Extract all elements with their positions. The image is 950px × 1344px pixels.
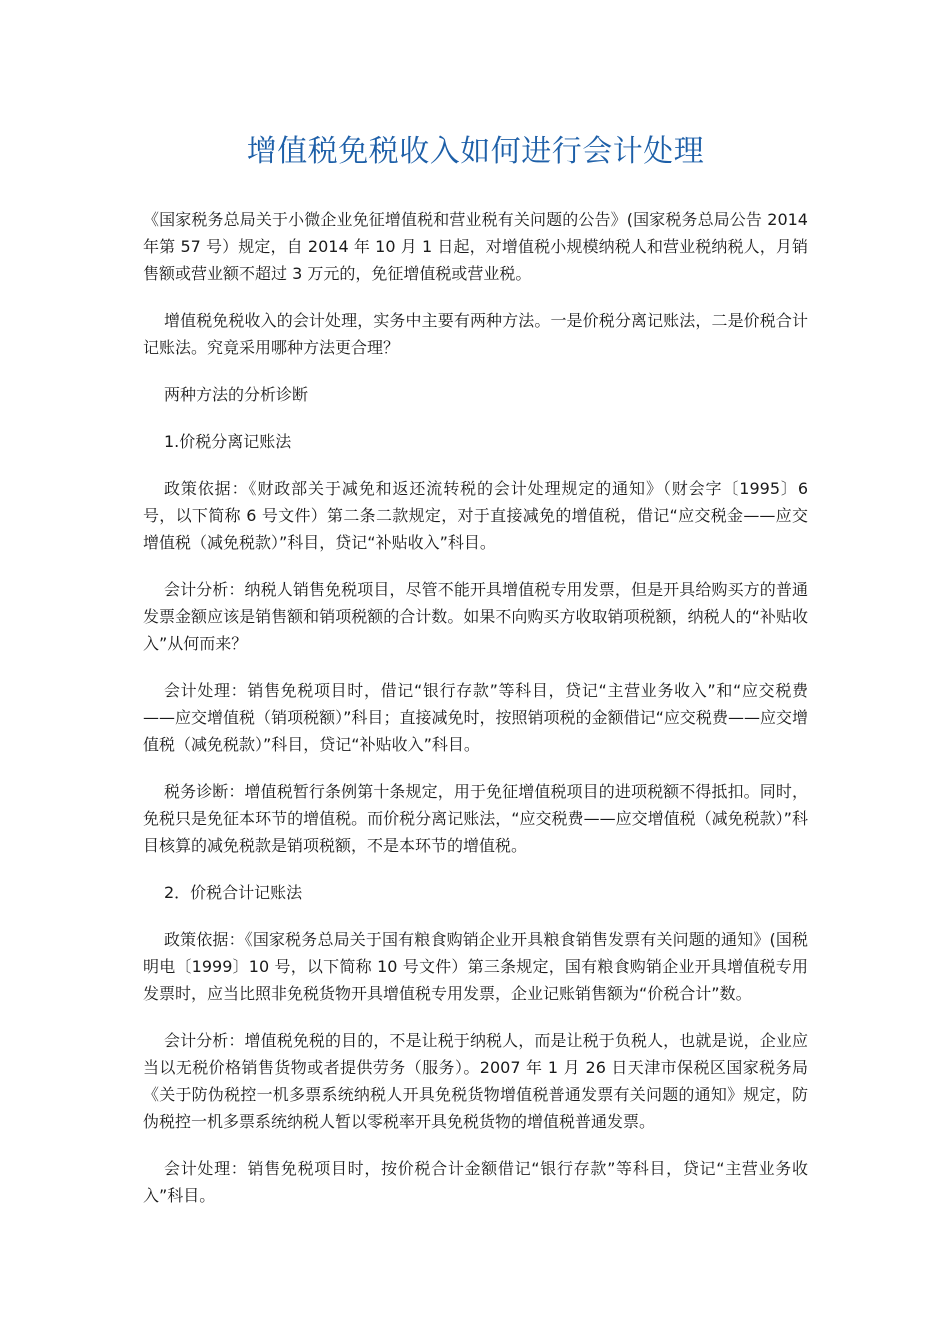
paragraph-accounting-analysis-1: 会计分析：纳税人销售免税项目，尽管不能开具增值税专用发票，但是开具给购买方的普通发票金额应该是销售额和销项税额的合计数。如果不向购买方收取销项税额，纳税人的“补贴收入”从何而来？ xyxy=(143,580,808,653)
subheading-method-1: 1.价税分离记账法 xyxy=(164,432,292,451)
paragraph-policy-basis-2: 政策依据：《国家税务总局关于国有粮食购销企业开具粮食销售发票有关问题的通知》(国税明电〔1999〕10 号，以下简称 10 号文件）第三条规定，国有粮食购销企业开具增值税专用发票时，应当比照非免税货物开具增值税专用发票，企业记账销售额为“价税合计”数。 xyxy=(143,930,808,1003)
subheading-method-2: 2．价税合计记账法 xyxy=(164,883,303,902)
paragraph-intro-methods: 增值税免税收入的会计处理，实务中主要有两种方法。一是价税分离记账法，二是价税合计记账法。究竟采用哪种方法更合理？ xyxy=(143,311,808,357)
paragraph-accounting-treatment-1: 会计处理：销售免税项目时，借记“银行存款”等科目，贷记“主营业务收入”和“应交税费——应交增值税（销项税额）”科目；直接减免时，按照销项税的金额借记“应交税费——应交增值税（减免税款）”科目，贷记“补贴收入”科目。 xyxy=(143,681,808,754)
paragraph-policy-basis-1: 政策依据：《财政部关于减免和返还流转税的会计处理规定的通知》（财会字〔1995〕6 号，以下简称 6 号文件）第二条二款规定，对于直接减免的增值税，借记“应交税金——应交增值税（减免税款）”科目，贷记“补贴收入”科目。 xyxy=(143,479,808,552)
paragraph-accounting-analysis-2: 会计分析：增值税免税的目的，不是让税于纳税人，而是让税于负税人，也就是说，企业应当以无税价格销售货物或者提供劳务（服务）。2007 年 1 月 26 日天津市保税区国家税务局《关于防伪税控一机多票系统纳税人开具免税货物增值税普通发票有关问题的通知》规定，防伪税控一机多票系统纳税人暂以零税率开具免税货物的增值税普通发票。 xyxy=(143,1031,808,1131)
paragraph-announcement: 《国家税务总局关于小微企业免征增值税和营业税有关问题的公告》(国家税务总局公告 2014 年第 57 号）规定，自 2014 年 10 月 1 日起，对增值税小规模纳税人和营业税纳税人，月销售额或营业额不超过 3 万元的，免征增值税或营业税。 xyxy=(143,210,808,283)
section-heading-analysis: 两种方法的分析诊断 xyxy=(164,385,309,404)
paragraph-tax-diagnosis-1: 税务诊断：增值税暂行条例第十条规定，用于免征增值税项目的进项税额不得抵扣。同时，免税只是免征本环节的增值税。而价税分离记账法，“应交税费——应交增值税（减免税款）”科目核算的减免税款是销项税额，不是本环节的增值税。 xyxy=(143,782,808,855)
paragraph-accounting-treatment-2: 会计处理：销售免税项目时，按价税合计金额借记“银行存款”等科目，贷记“主营业务收入”科目。 xyxy=(143,1159,808,1205)
document-title: 增值税免税收入如何进行会计处理 xyxy=(246,134,705,169)
